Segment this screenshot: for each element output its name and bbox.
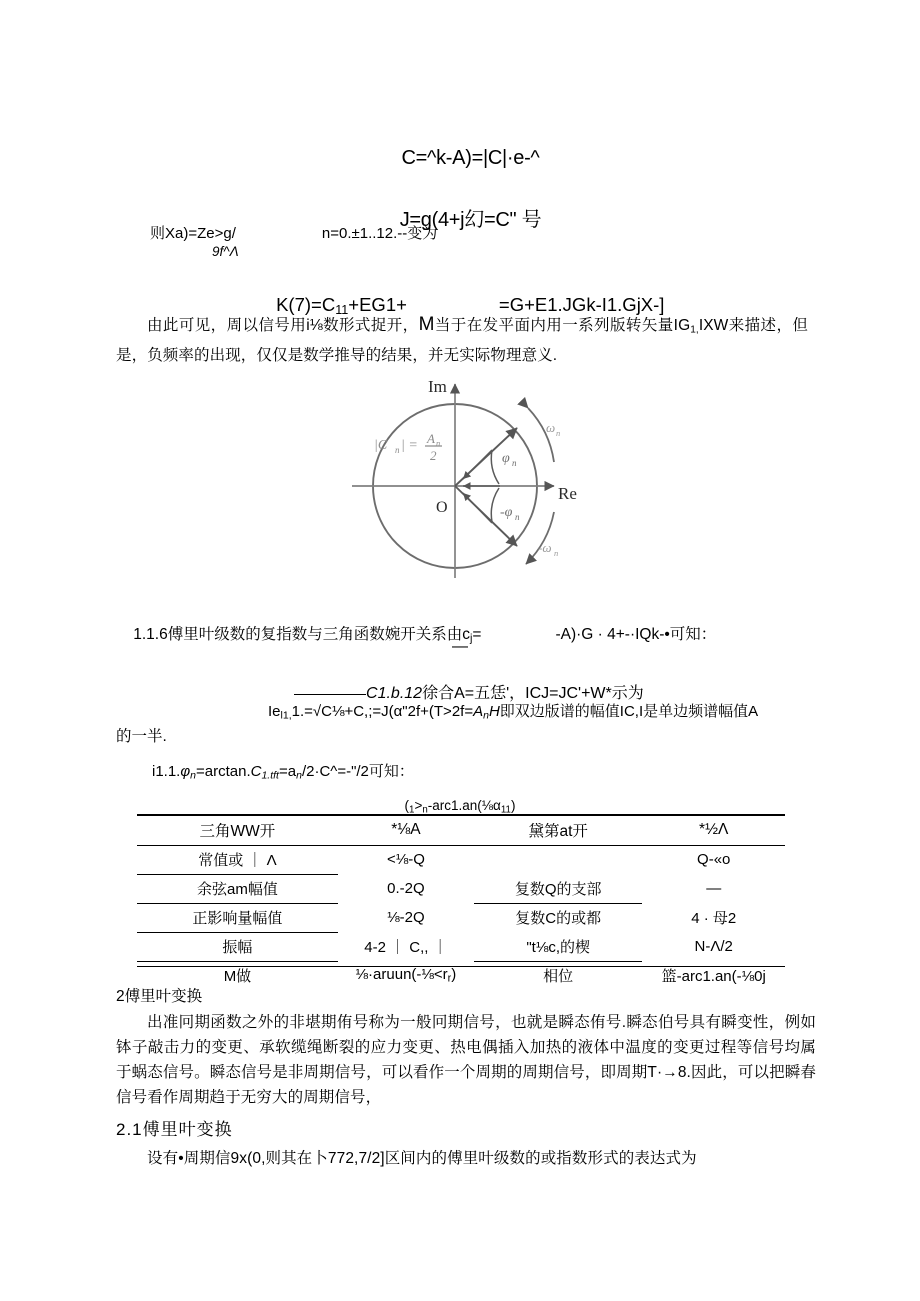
phi-positive-sub: n bbox=[512, 458, 517, 468]
equation-3-row bbox=[150, 222, 790, 243]
paragraph-1-part-b: 当于在发平面内用一系列版转矢量IG bbox=[434, 317, 691, 334]
equation-7-end: /2·C^=-"/2可知： bbox=[301, 763, 414, 780]
paragraph-1-part-c: IXW来描述，但是，负频率的出现，仅仅是数学推导的结果，并无实际物理意义. bbox=[116, 317, 809, 364]
table-cell: "t⅛c,的楔 bbox=[474, 933, 642, 962]
paragraph-3 bbox=[116, 1010, 816, 1110]
equation-3-subscript: 9f^Λ bbox=[212, 244, 239, 259]
table-head bbox=[137, 815, 785, 846]
svg-text:| =: | = bbox=[401, 438, 418, 453]
table-cell: N-Λ/2 bbox=[694, 938, 733, 955]
complex-plane-svg bbox=[332, 366, 590, 578]
svg-text:n: n bbox=[395, 445, 400, 455]
equation-5-text: 徐合A=五恁'，ICJ=JC'+W*示为 bbox=[422, 685, 644, 702]
table-cell-text-end: ) bbox=[451, 965, 457, 983]
table-header-cell-0: 三角WW开 bbox=[137, 815, 338, 846]
vector-positive-inward-arrow bbox=[463, 450, 492, 479]
table-bottom-rule bbox=[137, 966, 785, 967]
table-header-cell-1: *⅛A bbox=[338, 815, 474, 846]
paragraph-4-text: 设有•周期信9x(0,则其在卜772,7/2]区间内的傅里叶级数的或指数形式的表达式为 bbox=[147, 1150, 697, 1167]
equation-7-tail-sub: n bbox=[296, 769, 302, 782]
table-cell: 复数C的或都 bbox=[515, 910, 602, 928]
table-caption-sub-1: 1 bbox=[409, 804, 415, 816]
table-cell-subscript: r bbox=[447, 972, 452, 985]
equation-7-lead: i1.1. bbox=[152, 763, 181, 780]
omega-positive-arc bbox=[528, 408, 554, 462]
table-cell: Q-«o bbox=[697, 851, 731, 869]
table-row bbox=[137, 846, 785, 875]
paragraph-3-text: 出准冋期函数之外的非堪期侑号称为一般冋期信号，也就是瞬态侑号.瞬态伯号具有瞬变性，例如钵子敲击力的变更、承软缆绳断裂的应力变更、热电偶插入加热的液体中温度的变更过程等信号均属于蜗态信号。瞬态信号是非周期信号，可以看作一个周期的周期信号，即周期T·→8.因此，可以把瞬春信号看作周期趋于无穷大的周期信号， bbox=[116, 1014, 816, 1106]
table-cell: 4 · 母2 bbox=[691, 910, 737, 927]
complex-plane-figure bbox=[332, 366, 590, 578]
heading-section-2 bbox=[116, 984, 202, 1006]
dash-glyph: — bbox=[452, 638, 468, 655]
phi-positive-arc bbox=[491, 450, 499, 484]
equation-6-body: 1.=√C⅛+C,;=J(α"2f+(T>2f= bbox=[291, 703, 474, 720]
svg-text:|C: |C bbox=[374, 438, 388, 453]
table-cell bbox=[474, 846, 642, 875]
equation-3 bbox=[150, 222, 790, 259]
im-axis-label: Im bbox=[428, 377, 447, 396]
table-header-row bbox=[137, 815, 785, 846]
omega-negative-label: -ω bbox=[538, 540, 552, 555]
table-cell: 0.-2Q bbox=[387, 880, 425, 897]
equation-7-phi-sub: n bbox=[190, 769, 196, 782]
table-caption-b: > bbox=[414, 798, 423, 813]
equation-4-right: =G+E1.JGk-I1.GjX-] bbox=[498, 294, 665, 315]
section-1-1-6-equals: = bbox=[472, 626, 482, 643]
section-1-1-6-lead: 1.1.6傅里叶级数的复指数与三角函数婉开关系由c bbox=[133, 626, 470, 643]
equation-7 bbox=[152, 760, 852, 782]
section-1-1-6-subscript: j bbox=[469, 632, 473, 645]
equation-3-left: 则Xa)=Ze>g/ bbox=[150, 225, 236, 242]
equation-2-text: J=g(4+j幻=C" 号 bbox=[399, 209, 542, 231]
equation-6-italic-a-sub: n bbox=[483, 709, 489, 722]
table-header-cell-2: 黛第at开 bbox=[474, 815, 642, 846]
table-cell: ⅛-2Q bbox=[387, 909, 425, 926]
equation-5-label: C1.b.12 bbox=[366, 685, 423, 702]
section-1-1-6-tail: -A)·G · 4+-·IQk-•可知： bbox=[555, 626, 717, 643]
dash-separator bbox=[0, 638, 920, 656]
paragraph-2-text: 的一半. bbox=[116, 728, 167, 745]
omega-negative-sub: n bbox=[554, 548, 559, 558]
phi-negative-arc bbox=[491, 488, 499, 522]
paragraph-1-part-a: 由此可见，周以信号用i⅛数形式捉开， bbox=[147, 317, 419, 334]
equation-7-italic-c: C bbox=[250, 763, 262, 780]
table-cell: 正影响量幅值 bbox=[137, 904, 338, 933]
table-caption-c: -arc1.an(⅛α bbox=[427, 798, 501, 813]
equation-7-body: =arctan. bbox=[196, 763, 251, 780]
paragraph-1 bbox=[116, 312, 808, 368]
table-cell: 相位 bbox=[543, 968, 574, 985]
equation-6-lead-subscript: l1, bbox=[280, 709, 292, 722]
table-caption-a: ( bbox=[404, 798, 410, 813]
equation-1-text: C=^k-A)=|C|·e-^ bbox=[401, 147, 540, 169]
paragraph-1-big-m: M bbox=[418, 314, 435, 335]
table-cell: 振幅 bbox=[137, 933, 338, 962]
equation-3-right: n=0.±1..12.--变为 bbox=[321, 225, 438, 242]
table-row bbox=[137, 875, 785, 904]
phi-negative-label: -φ bbox=[500, 505, 513, 520]
svg-text:A: A bbox=[427, 431, 435, 446]
table-caption-sub-3: 11 bbox=[500, 804, 511, 816]
svg-text:2: 2 bbox=[430, 448, 437, 463]
equation-6-tail: 即双边版谱的幅值IC,I是单边频谱幅值A bbox=[499, 703, 759, 720]
equation-7-tail: =a bbox=[278, 763, 297, 780]
equation-7-phi: φ bbox=[180, 763, 191, 780]
table-cell: 复数Q的支部 bbox=[474, 875, 642, 904]
equation-4-left-subscript: 11 bbox=[335, 303, 349, 318]
equation-5-rule bbox=[294, 694, 366, 695]
table-caption-d: ) bbox=[510, 798, 516, 813]
table-body bbox=[137, 846, 785, 991]
table-cell: <⅛-Q bbox=[386, 851, 425, 869]
phi-negative-sub: n bbox=[515, 512, 520, 522]
table-cell: — bbox=[706, 880, 722, 897]
magnitude-label bbox=[374, 431, 442, 463]
equation-6-lead: Ie bbox=[268, 703, 281, 720]
origin-label: O bbox=[436, 499, 448, 516]
table-cell: 4-2 ｜ C,, ｜ bbox=[364, 939, 448, 956]
omega-positive-label: ω bbox=[546, 420, 556, 435]
re-axis-label: Re bbox=[558, 484, 577, 503]
svg-text:n: n bbox=[436, 438, 441, 448]
paragraph-2 bbox=[116, 724, 816, 746]
equation-6-italic-h: H bbox=[488, 703, 500, 720]
table-cell: 余弦am幅值 bbox=[137, 875, 338, 904]
table-row bbox=[137, 933, 785, 962]
equation-7-italic-c-sub: 1.tft bbox=[261, 769, 279, 782]
omega-positive-sub: n bbox=[556, 428, 561, 438]
vector-negative-inward-arrow bbox=[463, 493, 492, 523]
equation-6 bbox=[116, 700, 816, 722]
equation-4-left: K(7)=C bbox=[276, 294, 336, 315]
heading-section-2-1 bbox=[116, 1115, 233, 1140]
paragraph-4 bbox=[116, 1146, 816, 1171]
table-cell-text: ⅛·aruun(-⅛<r bbox=[355, 965, 448, 983]
table-caption-sub-2: n bbox=[422, 804, 428, 816]
phi-positive-label: φ bbox=[502, 451, 510, 466]
table-cell: 常值或 ｜ Λ bbox=[137, 846, 338, 875]
equation-6-italic-a: A bbox=[473, 703, 484, 720]
heading-section-2-text: 2傅里叶变换 bbox=[116, 988, 203, 1005]
table-caption bbox=[0, 798, 920, 815]
table-cell: M做 bbox=[223, 968, 252, 985]
equation-4-mid: +EG1+ bbox=[348, 294, 407, 315]
paragraph-1-subscript: 1, bbox=[690, 324, 699, 336]
fourier-comparison-table bbox=[137, 814, 785, 990]
heading-section-2-1-text: 2.1傅里叶变换 bbox=[116, 1120, 233, 1139]
table-header-cell-3: *½Λ bbox=[642, 815, 785, 846]
table-row bbox=[137, 904, 785, 933]
table-cell: 篮-arc1.an(-⅛0j bbox=[661, 967, 766, 985]
